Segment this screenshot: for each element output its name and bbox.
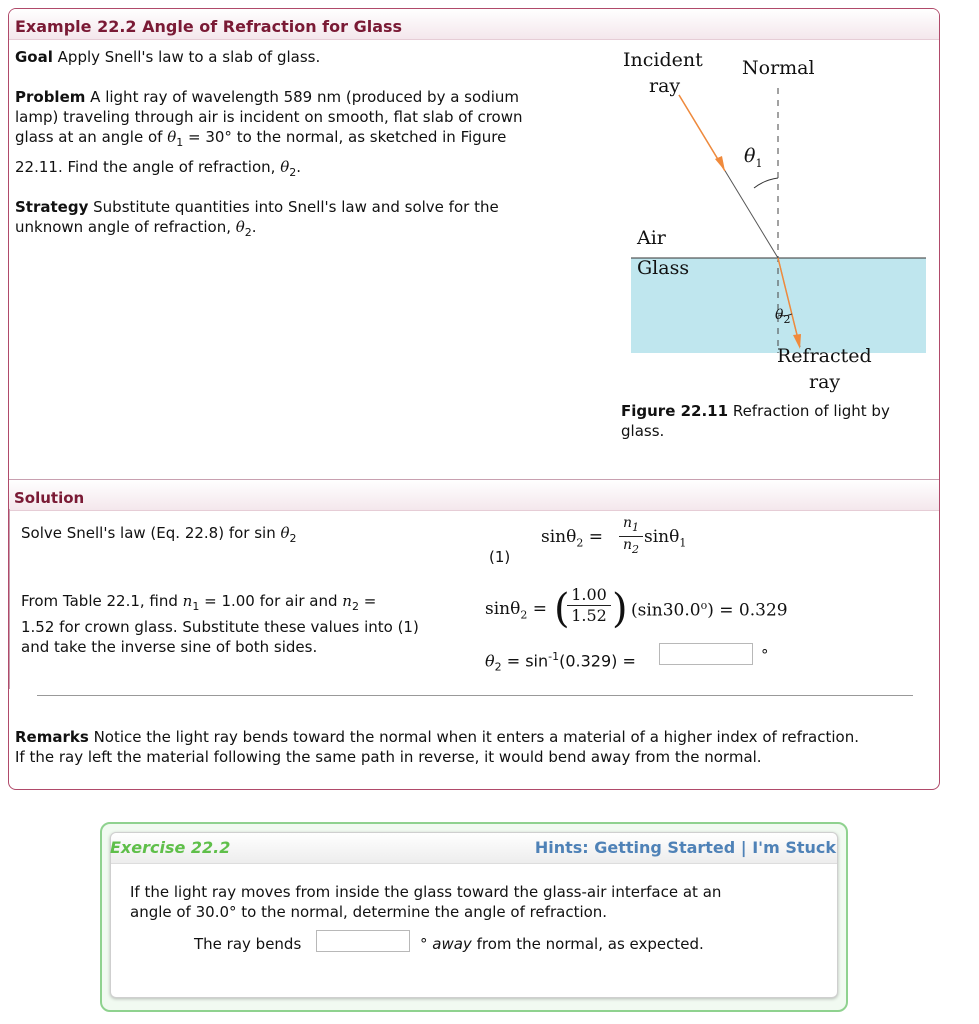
remarks-line1: Notice the light ray bends toward the normal when it enters a material of a higher index of refraction. xyxy=(93,728,860,746)
solution-header xyxy=(9,479,939,511)
eq1-denominator: n xyxy=(622,536,633,553)
goal-paragraph xyxy=(15,47,320,67)
glass-label: Glass xyxy=(637,257,690,279)
hint-im-stuck-link[interactable]: I'm Stuck xyxy=(752,838,836,857)
figure-caption xyxy=(621,401,931,441)
exercise-answer-prefix: The ray bends xyxy=(194,935,302,953)
eq2-denominator: 1.52 xyxy=(571,606,607,625)
example-panel xyxy=(8,8,940,790)
exercise-line2: angle of 30.0° to the normal, determine the angle of refraction. xyxy=(130,903,608,921)
eq1-rhs xyxy=(644,527,686,549)
eq2-rest-text: (sin30.0 xyxy=(631,600,701,621)
remarks-label: Remarks xyxy=(15,728,89,746)
theta-sub: 2 xyxy=(289,532,297,545)
theta2-answer-input[interactable] xyxy=(659,643,753,665)
theta-sub: 2 xyxy=(244,226,252,239)
equation-number: (1) xyxy=(489,548,511,566)
step2-line1-pre: From Table 22.1, find xyxy=(21,592,183,610)
eq3-theta: θ xyxy=(485,651,495,671)
incident-ray-label: ray xyxy=(649,75,681,97)
eq1-lhs-sub: 2 xyxy=(576,536,584,550)
eq2-fraction xyxy=(567,585,611,626)
hints-prefix: Hints: xyxy=(534,838,595,857)
eq3-post: (0.329) = xyxy=(559,651,636,671)
problem-line1: A light ray of wavelength 589 nm (produced by a sodium xyxy=(90,88,519,106)
problem-line3-pre: glass at an angle of xyxy=(15,128,168,146)
theta-sub: 1 xyxy=(176,136,184,149)
theta-symbol: θ xyxy=(280,524,290,542)
strategy-line2-post: . xyxy=(251,218,257,236)
n1-symbol: n xyxy=(182,592,193,610)
step2-line1-post: = xyxy=(358,592,377,610)
eq1-rhs-text: sinθ xyxy=(644,527,680,547)
theta-sub: 2 xyxy=(289,166,297,179)
step2-line2: 1.52 for crown glass. Substitute these values into (1) xyxy=(21,618,419,636)
exercise-answer-input[interactable] xyxy=(316,930,410,952)
hint-getting-started-link[interactable]: Getting Started xyxy=(594,838,736,857)
eq2-lhs: sinθ xyxy=(485,599,521,619)
step2-text xyxy=(21,591,471,657)
theta1-symbol: θ xyxy=(744,145,756,167)
problem-line4-pre: 22.11. Find the angle of refraction, xyxy=(15,158,281,176)
theta1-label xyxy=(744,145,762,170)
solution-title: Solution xyxy=(14,489,85,507)
refracted-ray-label: ray xyxy=(809,371,841,393)
eq3-theta-sub: 2 xyxy=(494,660,502,674)
caption-line1: Refraction of light by xyxy=(732,402,890,420)
hints-separator: | xyxy=(735,838,753,857)
equation-3 xyxy=(485,647,636,678)
strategy-label: Strategy xyxy=(15,198,89,216)
n2-symbol: n xyxy=(342,592,352,610)
eq1-numerator: n xyxy=(622,515,633,531)
air-label: Air xyxy=(637,227,666,249)
step2-line3: and take the inverse sine of both sides. xyxy=(21,638,318,656)
problem-line4-post: . xyxy=(296,158,302,176)
degree-unit: ° xyxy=(761,646,769,664)
goal-label: Goal xyxy=(15,48,53,66)
eq2-right-paren: ) xyxy=(612,586,628,632)
theta2-label xyxy=(775,307,790,326)
exercise-suffix-rest: from the normal, as expected. xyxy=(476,935,704,953)
strategy-line1: Substitute quantities into Snell's law and solve for the xyxy=(93,198,499,216)
caption-line2: glass. xyxy=(621,422,665,440)
solution-divider xyxy=(37,695,913,696)
eq1-fraction xyxy=(619,515,643,558)
strategy-line2-pre: unknown angle of refraction, xyxy=(15,218,236,236)
remarks-paragraph xyxy=(15,727,935,767)
example-title: Example 22.2 Angle of Refraction for Glass xyxy=(15,17,403,36)
hints xyxy=(535,838,836,857)
problem-paragraph xyxy=(15,87,605,183)
eq1-den-sub: 2 xyxy=(632,542,640,556)
exercise-away: away xyxy=(432,935,472,953)
theta1-arc xyxy=(754,178,778,188)
goal-text: Apply Snell's law to a slab of glass. xyxy=(57,48,321,66)
eq2-lhs-sub: 2 xyxy=(520,608,528,622)
incident-label: Incident xyxy=(623,49,703,71)
caption-label: Figure 22.11 xyxy=(621,402,729,420)
step1-text xyxy=(21,523,297,549)
eq3-inverse: -1 xyxy=(548,650,560,663)
eq2-result: ) = 0.329 xyxy=(707,600,788,621)
eq1-rhs-sub: 1 xyxy=(679,536,687,550)
theta-symbol: θ xyxy=(280,158,290,176)
problem-line2: lamp) traveling through air is incident on smooth, flat slab of crown xyxy=(15,108,523,126)
equation-2: sinθ$_2$ = xyxy=(485,599,548,622)
strategy-paragraph xyxy=(15,197,605,243)
theta-symbol: θ xyxy=(235,218,245,236)
exercise-degree: ° xyxy=(420,935,428,953)
remarks-line2: If the ray left the material following the same path in reverse, it would bend away from the normal. xyxy=(15,748,762,766)
exercise-line1: If the light ray moves from inside the glass toward the glass-air interface at an xyxy=(130,883,722,901)
solution-left-border xyxy=(9,509,10,689)
eq2-left-paren: ( xyxy=(554,586,570,632)
exercise-text xyxy=(130,882,830,922)
theta2-symbol: θ xyxy=(775,307,784,323)
step1-text-pre: Solve Snell's law (Eq. 22.8) for sin xyxy=(21,524,281,542)
n1-sub: 1 xyxy=(192,600,200,613)
eq1-lhs: sinθ xyxy=(541,527,577,547)
normal-label: Normal xyxy=(742,57,815,79)
problem-line3-post: = 30° to the normal, as sketched in Figure xyxy=(183,128,507,146)
theta-symbol: θ xyxy=(167,128,177,146)
example-header xyxy=(9,9,939,40)
eq3-sin: = sin xyxy=(501,651,549,671)
refracted-label: Refracted xyxy=(777,345,872,367)
theta1-sub: 1 xyxy=(755,156,763,170)
eq2-rest xyxy=(631,599,788,621)
exercise-panel xyxy=(100,822,848,1012)
exercise-title: Exercise 22.2 xyxy=(110,838,231,857)
eq1-num-sub: 1 xyxy=(632,520,640,534)
step2-line1-mid: = 1.00 for air and xyxy=(199,592,343,610)
theta2-sub: 2 xyxy=(783,312,791,326)
n2-sub: 2 xyxy=(351,600,359,613)
exercise-answer-suffix xyxy=(420,934,704,954)
equation-1: sinθ$_2$ = xyxy=(541,527,604,550)
problem-label: Problem xyxy=(15,88,86,106)
eq2-degree: o xyxy=(700,599,708,612)
eq2-numerator: 1.00 xyxy=(567,585,611,606)
